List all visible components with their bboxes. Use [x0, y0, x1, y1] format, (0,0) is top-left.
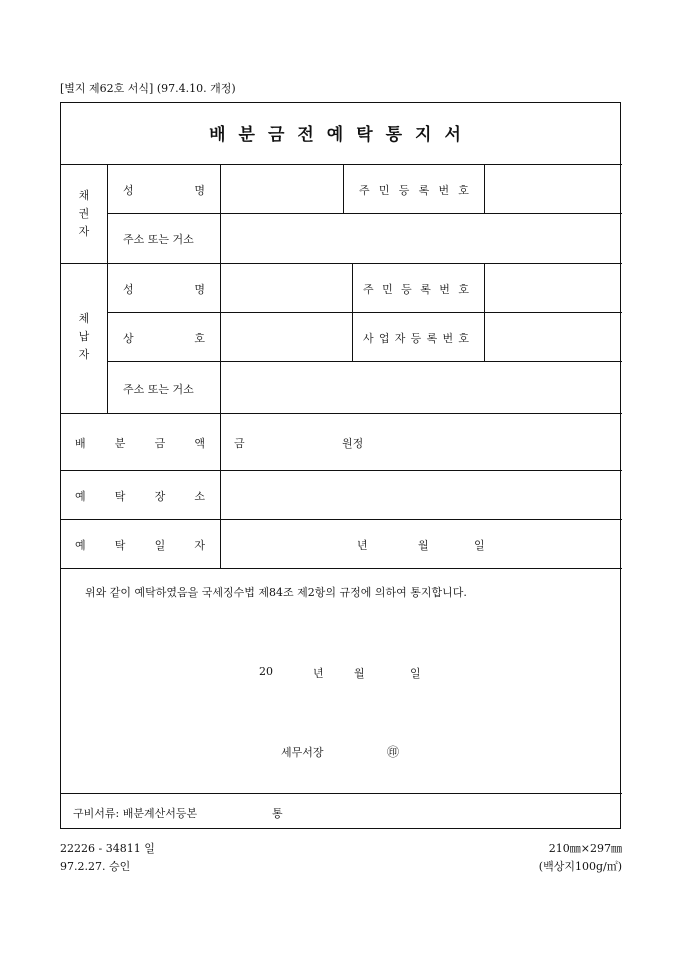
notice-day: 일 — [410, 667, 421, 680]
notice-form — [60, 102, 621, 829]
debtor-trade-label: 상 호 — [123, 332, 205, 345]
date-day: 일 — [474, 539, 485, 552]
footer-paper: (백상지100g/㎡) — [538, 860, 622, 873]
creditor-reg-field[interactable] — [485, 165, 621, 213]
attachment-label: 구비서류: 배분계산서등본 — [73, 807, 198, 820]
notice-year: 년 — [313, 667, 324, 680]
debtor-reg-label: 주 민 등 록 번 호 — [363, 283, 469, 296]
creditor-address-label: 주소 또는 거소 — [123, 233, 194, 246]
notice-date-prefix: 20 — [259, 665, 273, 678]
signer-title: 세무서장 — [281, 746, 324, 759]
attachment-unit: 통 — [272, 807, 283, 820]
place-label: 예 탁 장 소 — [75, 490, 205, 503]
debtor-trade-field[interactable] — [221, 313, 352, 361]
creditor-name-label: 성 명 — [123, 184, 205, 197]
notice-text: 위와 같이 예탁하였음을 국세징수법 제84조 제2항의 규정에 의하여 통지합니다. — [85, 586, 467, 599]
seal-icon: ㊞ — [387, 745, 400, 759]
notice-month: 월 — [354, 667, 365, 680]
amount-suffix: 원정 — [342, 437, 364, 450]
debtor-address-label: 주소 또는 거소 — [123, 383, 194, 396]
creditor-reg-label: 주 민 등 록 번 호 — [359, 184, 469, 197]
debtor-name-field[interactable] — [221, 264, 352, 312]
creditor-name-field[interactable] — [221, 165, 343, 213]
place-field[interactable] — [221, 471, 621, 519]
debtor-biz-reg-field[interactable] — [485, 313, 621, 361]
amount-field[interactable] — [251, 414, 335, 470]
amount-prefix: 금 — [234, 437, 245, 450]
footer-size: 210㎜×297㎜ — [548, 842, 622, 855]
footer-approval: 97.2.27. 승인 — [60, 860, 131, 873]
creditor-address-field[interactable] — [221, 214, 621, 263]
form-title: 배분금전예탁통지서 — [209, 125, 474, 145]
debtor-address-field[interactable] — [221, 362, 621, 413]
form-number: [별지 제62호 서식] (97.4.10. 개정) — [60, 82, 236, 95]
date-year: 년 — [357, 539, 368, 552]
debtor-name-label: 성 명 — [123, 283, 205, 296]
amount-label: 배 분 금 액 — [75, 437, 205, 450]
date-label: 예 탁 일 자 — [75, 539, 205, 552]
creditor-group-label: 채 권 자 — [78, 189, 90, 238]
debtor-biz-reg-label: 사 업 자 등 록 번 호 — [363, 332, 469, 345]
footer-code: 22226 - 34811 일 — [60, 842, 155, 855]
date-month: 월 — [418, 539, 429, 552]
debtor-reg-field[interactable] — [485, 264, 621, 312]
debtor-group-label: 체 납 자 — [78, 312, 90, 361]
